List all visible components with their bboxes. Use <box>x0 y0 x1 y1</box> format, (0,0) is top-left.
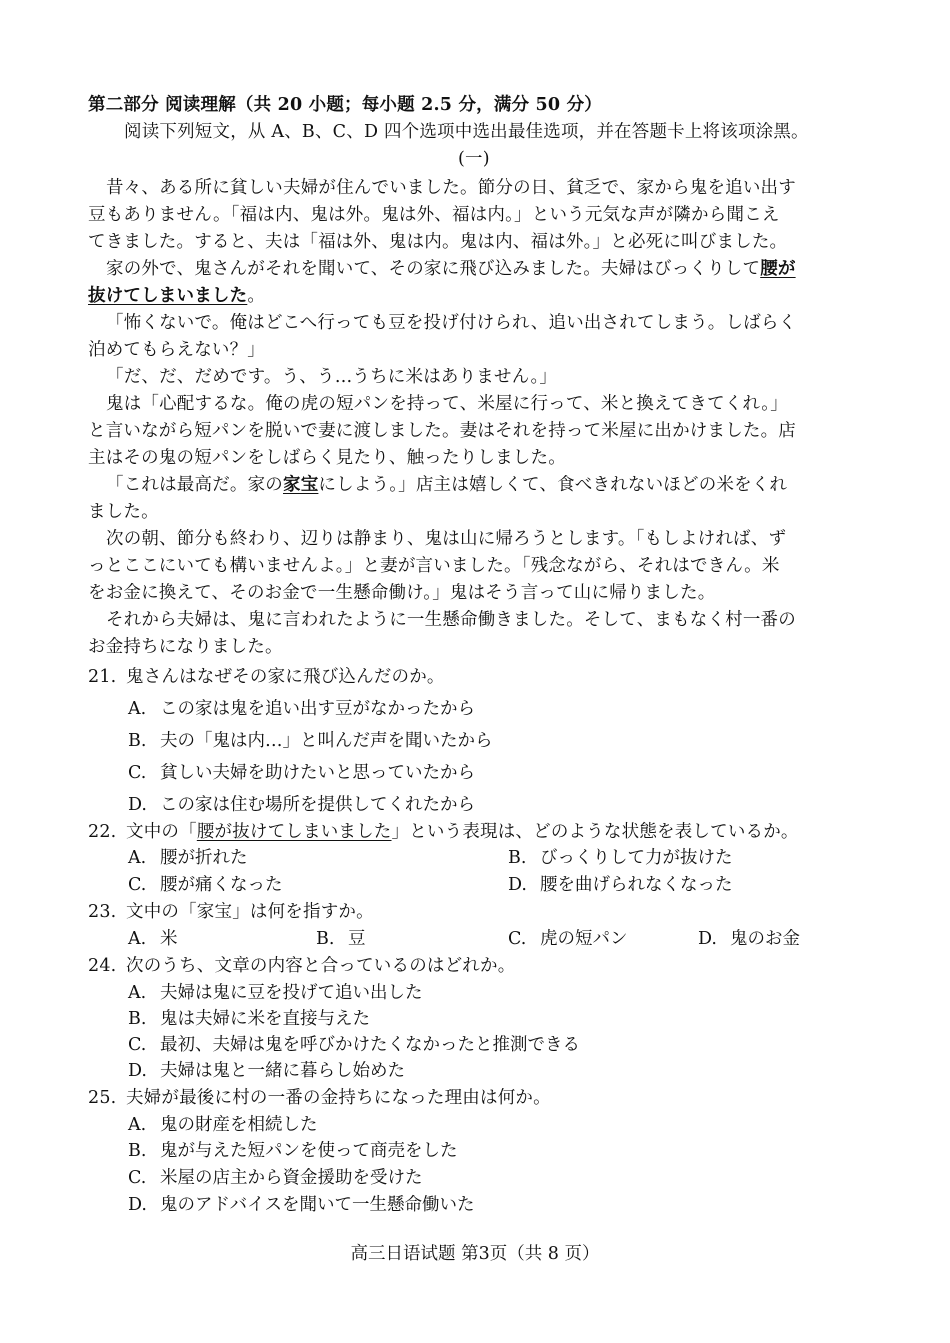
option-21-b[interactable]: B. 夫の「鬼は内…」と叫んだ声を聞いたから <box>128 731 493 751</box>
passage-line: 「これは最高だ。家の家宝にしよう。」店主は嬉しくて、食べきれないほどの米をくれ <box>106 475 788 495</box>
option-25-c[interactable]: C. 米屋の店主から資金援助を受けた <box>128 1168 423 1188</box>
option-22-d[interactable]: D. 腰を曲げられなくなった <box>508 875 733 895</box>
option-23-d[interactable]: D. 鬼のお金 <box>698 929 800 949</box>
question-text: 鬼さんはなぜその家に飛び込んだのか。 <box>126 667 445 687</box>
option-21-d[interactable]: D. この家は住む場所を提供してくれたから <box>128 795 475 815</box>
option-24-a[interactable]: A. 夫婦は鬼に豆を投げて追い出した <box>128 983 423 1003</box>
underlined-word: 家宝 <box>283 475 319 495</box>
passage-line: 「だ、だ、だめです。う、う…うちに米はありません。」 <box>106 367 558 387</box>
passage-number: (一) <box>458 149 490 169</box>
passage-line: 昔々、ある所に貧しい夫婦が住んでいました。節分の日、貧乏で、家から鬼を追い出す <box>106 178 796 198</box>
option-24-d[interactable]: D. 夫婦は鬼と一緒に暮らし始めた <box>128 1061 405 1081</box>
underlined-phrase: 腰が抜けてしまいました <box>196 822 392 842</box>
passage-line: 「怖くないで。俺はどこへ行っても豆を投げ付けられ、追い出されてしまう。しばらく <box>106 313 797 333</box>
underlined-phrase: 抜けてしまいました <box>88 286 248 306</box>
passage-line: それから夫婦は、鬼に言われたように一生懸命働きました。そして、まもなく村一番の <box>106 610 796 630</box>
question-number: 25. <box>88 1088 117 1108</box>
question-22: 22. 文中の「腰が抜けてしまいました」という表現は、どのような状態を表しているか。 <box>88 819 799 845</box>
page-footer: 高三日语试题 第3页（共 8 页） <box>350 1244 600 1264</box>
question-text: 文中の「家宝」は何を指すか。 <box>126 902 374 922</box>
question-text: 夫婦が最後に村の一番の金持ちになった理由は何か。 <box>126 1088 551 1108</box>
option-23-a[interactable]: A. 米 <box>128 929 178 949</box>
option-23-c[interactable]: C. 虎の短パン <box>508 929 628 949</box>
question-number: 22. <box>88 822 117 842</box>
question-24 <box>88 953 515 979</box>
option-21-c[interactable]: C. 貧しい夫婦を助けたいと思っていたから <box>128 763 475 783</box>
option-21-a[interactable]: A. この家は鬼を追い出す豆がなかったから <box>128 699 475 719</box>
passage-line: をお金に換えて、そのお金で一生懸命働け。」鬼はそう言って山に帰りました。 <box>88 583 716 603</box>
passage-line: 家の外で、鬼さんがそれを聞いて、その家に飛び込みました。夫婦はびっくりして腰が <box>106 259 796 279</box>
passage-line: 豆もありません。「福は内、鬼は外。鬼は外、福は内。」という元気な声が隣から聞こえ <box>88 205 780 225</box>
passage-line: と言いながら短パンを脱いで妻に渡しました。妻はそれを持って米屋に出かけました。店 <box>88 421 796 441</box>
passage-line: てきました。すると、夫は「福は外、鬼は内。鬼は内、福は外。」と必死に叫びました。 <box>88 232 788 252</box>
question-text: 次のうち、文章の内容と合っているのはどれか。 <box>126 956 516 976</box>
passage-line: 鬼は「心配するな。俺の虎の短パンを持って、米屋に行って、米と換えてきてくれ。」 <box>106 394 788 414</box>
option-24-c[interactable]: C. 最初、夫婦は鬼を呼びかけたくなかったと推測できる <box>128 1035 580 1055</box>
question-25 <box>88 1085 551 1111</box>
question-23 <box>88 899 374 925</box>
underlined-phrase: 腰が <box>760 259 796 279</box>
passage-line: お金持ちになりました。 <box>88 637 283 657</box>
option-25-a[interactable]: A. 鬼の財産を相続した <box>128 1115 318 1135</box>
option-22-b[interactable]: B. びっくりして力が抜けた <box>508 848 733 868</box>
section-instruction: 阅读下列短文，从 A、B、C、D 四个选项中选出最佳选项，并在答题卡上将该项涂黑。 <box>124 122 809 142</box>
question-21 <box>88 664 445 690</box>
option-24-b[interactable]: B. 鬼は夫婦に米を直接与えた <box>128 1009 370 1029</box>
passage-line: 次の朝、節分も終わり、辺りは静まり、鬼は山に帰ろうとします。「もしよければ、ず <box>106 529 787 549</box>
question-number: 21. <box>88 667 117 687</box>
option-22-a[interactable]: A. 腰が折れた <box>128 848 248 868</box>
passage-line: っとここにいても構いませんよ。」と妻が言いました。「残念ながら、それはできん。米 <box>88 556 780 576</box>
option-25-d[interactable]: D. 鬼のアドバイスを聞いて一生懸命働いた <box>128 1195 475 1215</box>
passage-line: 抜けてしまいました。 <box>88 286 266 306</box>
option-23-b[interactable]: B. 豆 <box>316 929 366 949</box>
section-title: 第二部分 阅读理解（共 20 小题；每小题 2.5 分，满分 50 分） <box>88 95 602 115</box>
option-22-c[interactable]: C. 腰が痛くなった <box>128 875 283 895</box>
passage-line: 泊めてもらえない？」 <box>88 340 265 360</box>
question-number: 24. <box>88 956 117 976</box>
question-number: 23. <box>88 902 117 922</box>
option-25-b[interactable]: B. 鬼が与えた短パンを使って商売をした <box>128 1141 458 1161</box>
passage-line: ました。 <box>88 502 159 522</box>
passage-line: 主はその鬼の短パンをしばらく見たり、触ったりしました。 <box>88 448 566 468</box>
